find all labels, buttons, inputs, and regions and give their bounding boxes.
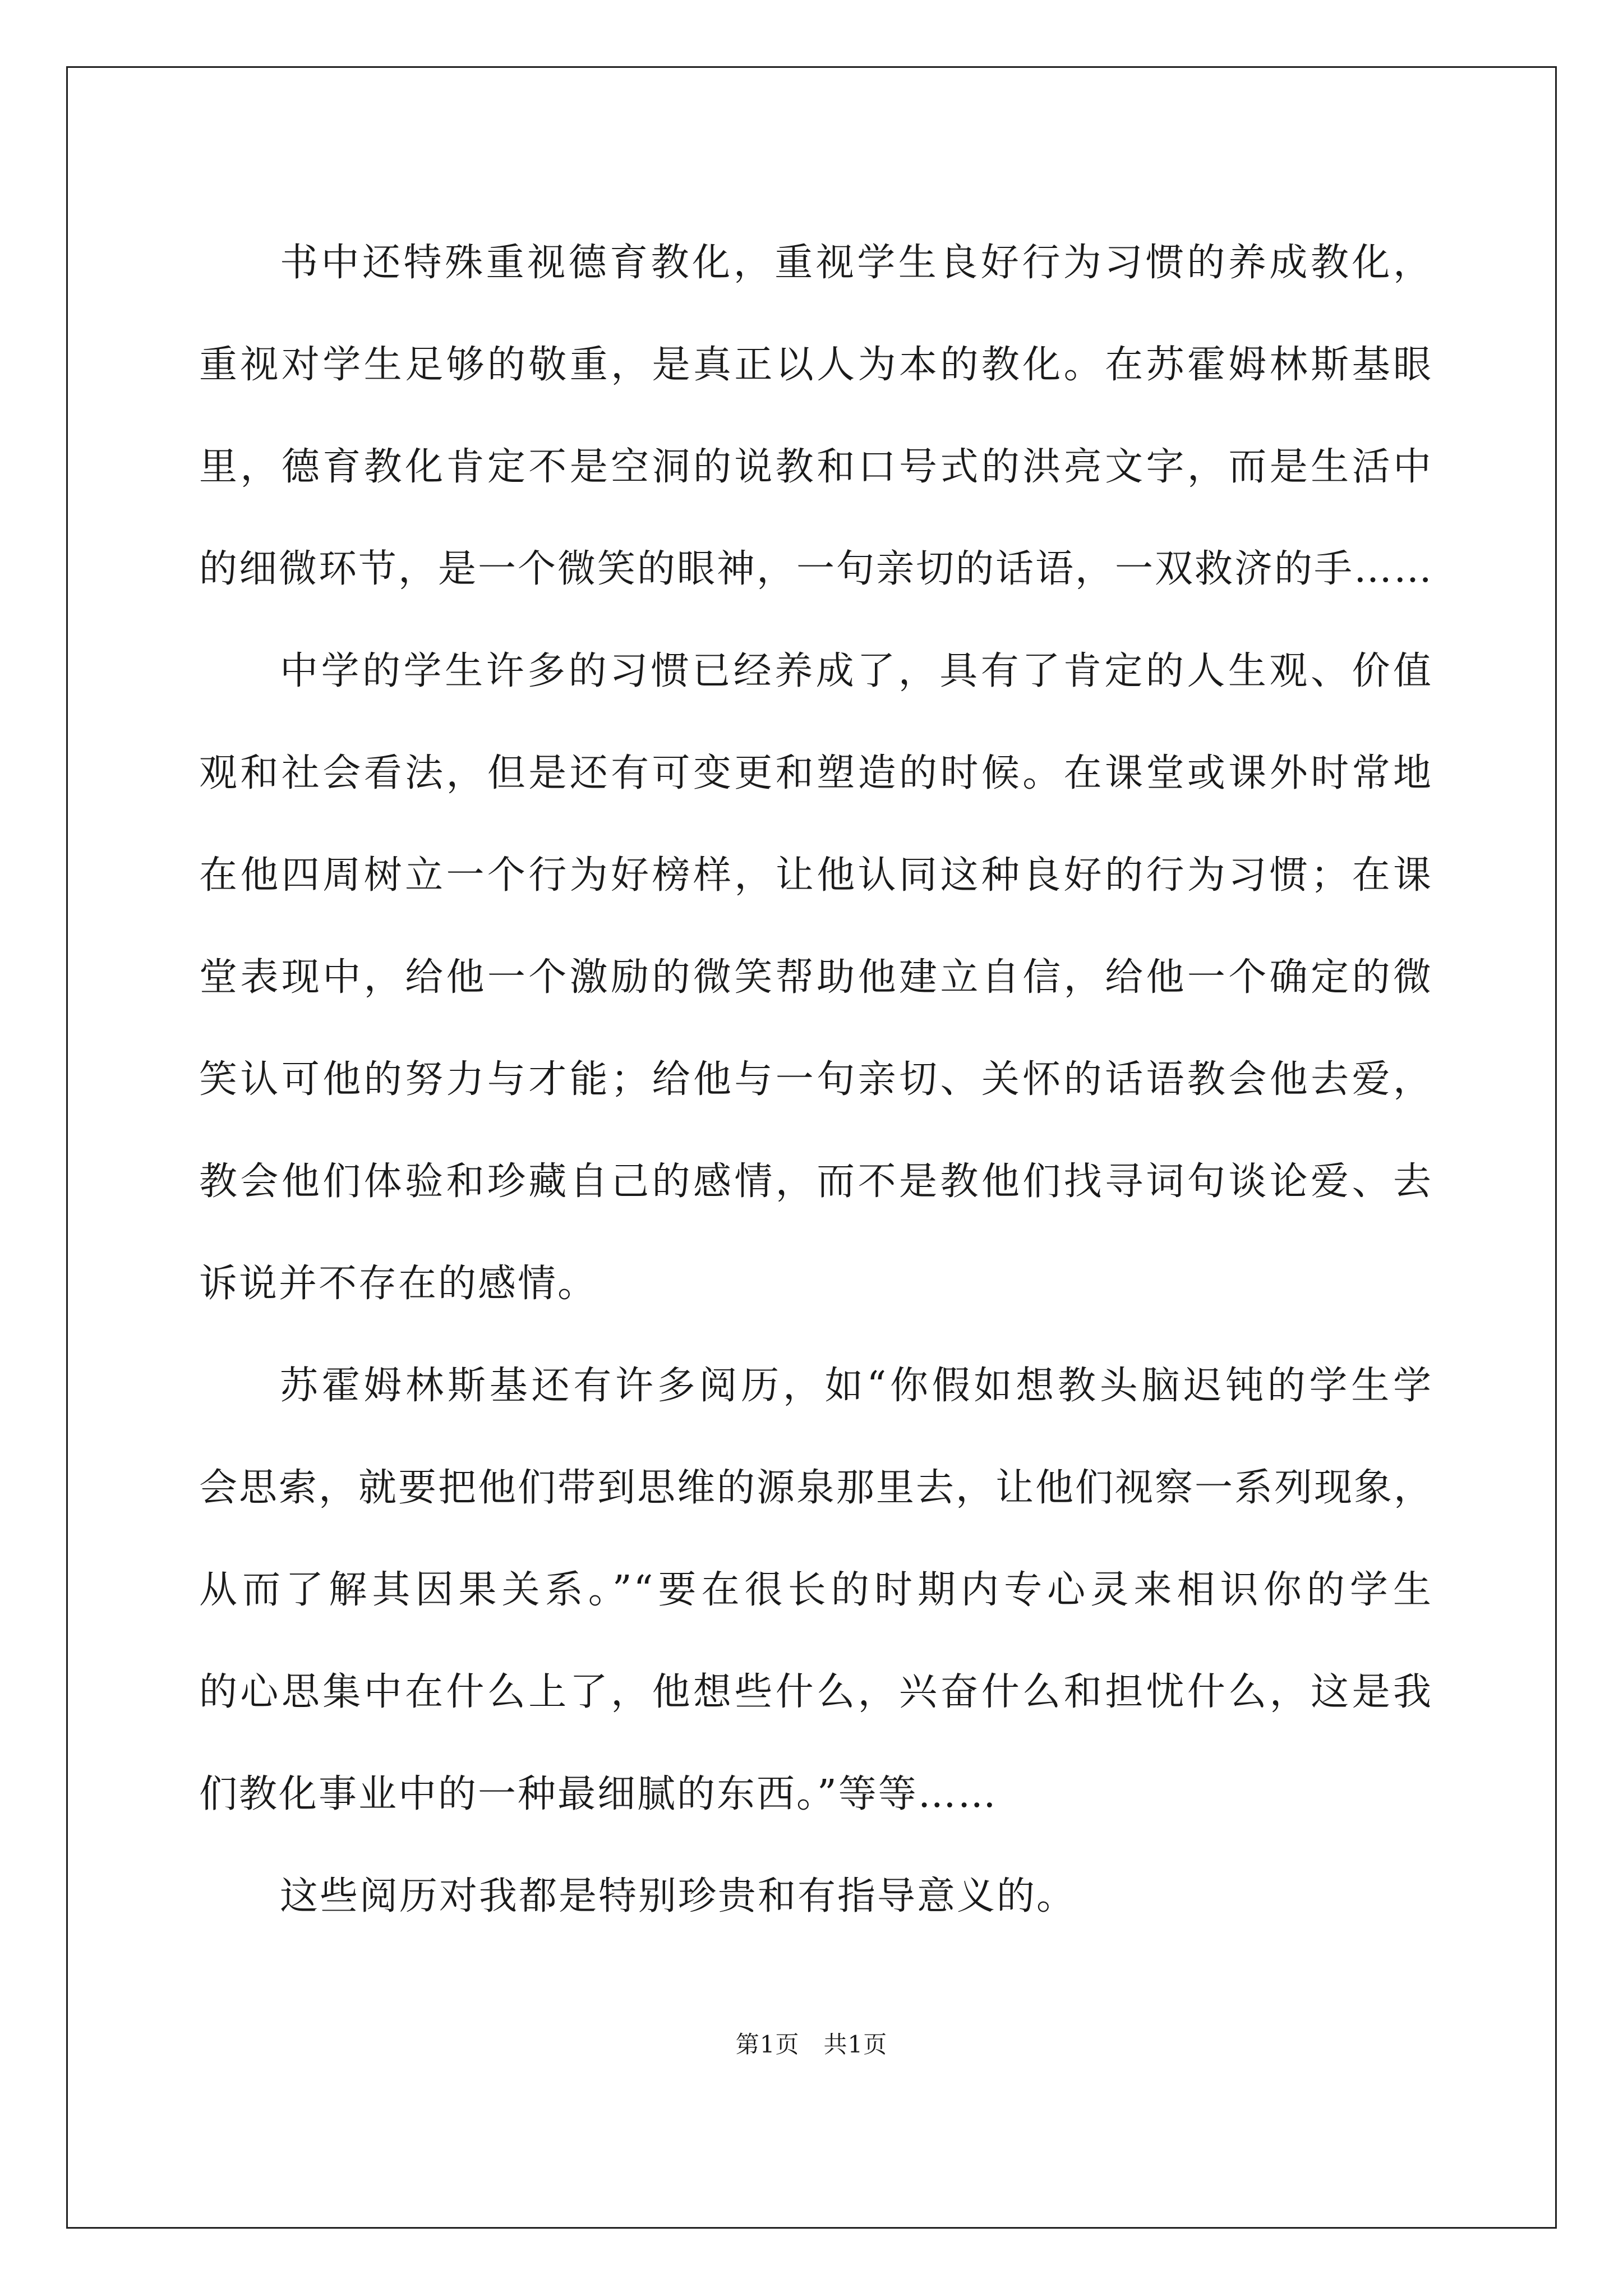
text-line: 苏霍姆林斯基还有许多阅历，如“你假如想教头脑迟钝的学生学	[280, 1364, 1433, 1408]
text-line: 教会他们体验和珍藏自己的感情，而不是教他们找寻词句谈论爱、去	[199, 1159, 1433, 1204]
text-line: 这些阅历对我都是特别珍贵和有指导意义的。	[280, 1874, 1077, 1918]
paragraph-1	[199, 212, 1433, 620]
text-line: 书中还特殊重视德育教化，重视学生良好行为习惯的养成教化，	[280, 241, 1433, 285]
paragraph-3	[199, 1335, 1433, 1846]
text-line: 们教化事业中的一种最细腻的东西。”等等……	[199, 1772, 998, 1816]
paragraph-2	[199, 620, 1433, 1335]
text-line: 重视对学生足够的敬重，是真正以人为本的教化。在苏霍姆林斯基眼	[199, 343, 1433, 387]
text-line: 中学的学生许多的习惯已经养成了，具有了肯定的人生观、价值	[280, 649, 1433, 693]
page-number-footer: 第1页 共1页	[735, 2031, 888, 2058]
text-line: 诉说并不存在的感情。	[199, 1262, 598, 1306]
text-line: 笑认可他的努力与才能；给他与一句亲切、关怀的话语教会他去爱，	[199, 1057, 1433, 1102]
text-line: 观和社会看法，但是还有可变更和塑造的时候。在课堂或课外时常地	[199, 751, 1433, 795]
text-line: 的细微环节，是一个微笑的眼神，一句亲切的话语，一双救济的手……	[199, 547, 1434, 591]
text-line: 堂表现中，给他一个激励的微笑帮助他建立自信，给他一个确定的微	[199, 955, 1433, 1000]
text-line: 在他四周树立一个行为好榜样，让他认同这种良好的行为习惯；在课	[199, 853, 1433, 898]
document-body	[199, 212, 1433, 1948]
text-line: 从而了解其因果关系。”“要在很长的时期内专心灵来相识你的学生	[199, 1568, 1433, 1612]
text-line: 里，德育教化肯定不是空洞的说教和口号式的洪亮文字，而是生活中	[199, 445, 1433, 489]
text-line: 会思索，就要把他们带到思维的源泉那里去，让他们视察一系列现象，	[199, 1466, 1434, 1510]
paragraph-4	[199, 1846, 1433, 1948]
text-line: 的心思集中在什么上了，他想些什么，兴奋什么和担忧什么，这是我	[199, 1670, 1433, 1714]
